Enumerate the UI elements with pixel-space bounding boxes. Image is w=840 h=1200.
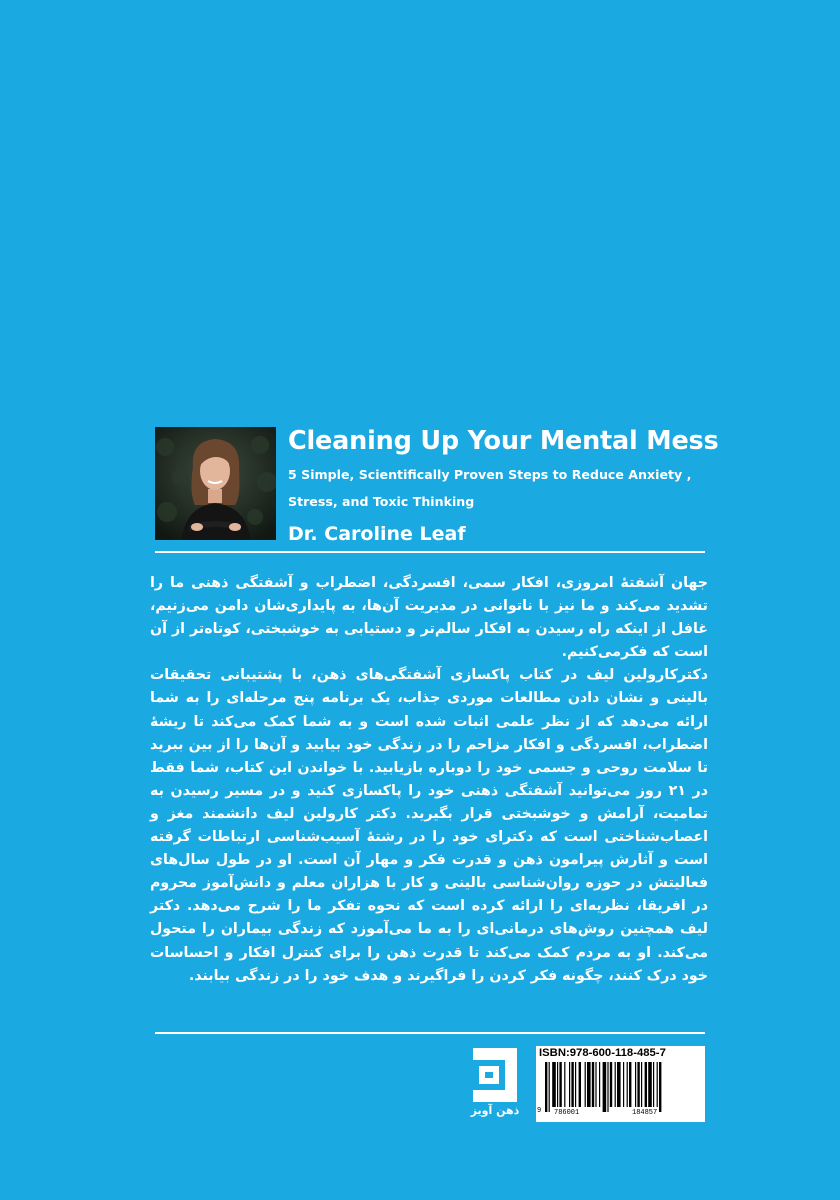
barcode-bar (627, 1062, 628, 1107)
divider-bottom (155, 1032, 705, 1034)
barcode-bar (552, 1062, 556, 1107)
barcode-bar (653, 1062, 654, 1107)
barcode-bar (592, 1062, 594, 1107)
title-block (288, 424, 738, 547)
barcode-bar (599, 1062, 600, 1107)
barcode-bar (595, 1062, 596, 1107)
publisher-name: ذهن آویز (470, 1104, 520, 1117)
barcode-bar (559, 1062, 561, 1107)
description-paragraph-1: جهان آشفتهٔ امروزی، افکار سمی، افسردگی، اضطراب و آشفتگی ذهنی ما را تشدید می‌کند و ما نیز با ناتوانی در مدیریت آن‌ها، به پایداری‌شان دامن می‌زنیم، غافل از اینکه راه رسیدن به افکار سالم‌تر و دستیابی به خوشبختی، کوتاه‌تر از آن است که فکرمی‌کنیم. (150, 575, 708, 661)
isbn-label: ISBN:978-600-118-485-7 (539, 1047, 666, 1059)
divider-top (155, 551, 705, 553)
author-name: Dr. Caroline Leaf (288, 523, 466, 545)
barcode-bar (571, 1062, 573, 1107)
barcode-bar (635, 1062, 636, 1107)
barcode-bar (557, 1062, 558, 1107)
author-photo (155, 427, 276, 540)
barcode-bar (648, 1062, 652, 1107)
barcode-bar (657, 1062, 658, 1107)
barcode-bar (615, 1062, 616, 1107)
barcode-bar (575, 1062, 576, 1107)
barcode-bar (545, 1062, 547, 1112)
subtitle-line-1: 5 Simple, Scientifically Proven Steps to Reduce Anxiety , (288, 467, 692, 482)
barcode-bar (564, 1062, 565, 1107)
book-title: Cleaning Up Your Mental Mess (288, 426, 719, 456)
barcode-bars (545, 1062, 697, 1112)
barcode-bar (607, 1062, 608, 1112)
barcode-bar (629, 1062, 631, 1107)
barcode-bar (585, 1062, 586, 1107)
barcode-bar (569, 1062, 570, 1107)
subtitle-line-2: Stress, and Toxic Thinking (288, 494, 475, 509)
barcode-bar (610, 1062, 612, 1107)
book-subtitle (288, 461, 738, 515)
barcode-bar (579, 1062, 581, 1107)
barcode-digits-right: 184857 (632, 1109, 658, 1117)
barcode-bar (659, 1062, 661, 1112)
barcode-digit-lead: 9 (537, 1107, 542, 1115)
barcode (536, 1046, 705, 1122)
barcode-bar (645, 1062, 647, 1107)
description (150, 572, 708, 988)
publisher-logo-icon (465, 1046, 525, 1104)
barcode-bar (603, 1062, 607, 1112)
description-paragraph-2: دکترکارولین لیف در کتاب پاکسازی آشفتگی‌های ذهن، با پشتیبانی تحقیقات بالینی و نشان دادن مطالعات موردی جذاب، یک برنامه پنج مرحله‌ای را به شما ارائه می‌دهد که از نظر علمی اثبات شده است و به شما کمک می‌کند تا ریشهٔ اضطراب، افسردگی و افکار مزاحم را در زندگی خود بیابید و آن‌ها را از بین ببرید تا سلامت روحی و جسمی خود را دوباره بازیابید. با خواندن این کتاب، شما فقط در ۲۱ روز می‌توانید آشفتگی ذهنی خود را پاکسازی کنید و در مسیر رسیدن به تمامیت، آرامش و خوشبختی قرار بگیرید. دکتر کارولین لیف دانشمند مغز و اعصاب‌شناختی است که دکترای خود را در رشتهٔ آسیب‌شناسی ارتباطات گرفته است و آثارش پیرامون ذهن و قدرت فکر و مهار آن است. او در طول سال‌های فعالیتش در حوزه روان‌شناسی بالینی و کار با هزاران معلم و دانش‌آموز محروم در افریقا، نظریه‌ای را ارائه کرده است که نحوه تفکر ما را شرح می‌دهد. دکتر لیف همچنین روش‌های درمانی‌ای را به ما می‌آموزد که زندگی بیماران را متحول می‌کند. او به مردم کمک می‌کند تا قدرت ذهن را برای کنترل افکار و احساسات خود درک کنند، چگونه فکر کردن را فراگیرند و هدف خود را در زندگی بیابند. (150, 667, 709, 984)
barcode-bar (617, 1062, 621, 1107)
barcode-bar (641, 1062, 642, 1107)
barcode-digits-left: 786001 (554, 1109, 580, 1117)
barcode-bar (637, 1062, 639, 1107)
publisher-logo (465, 1046, 525, 1122)
barcode-bar (587, 1062, 591, 1107)
barcode-bar (623, 1062, 624, 1107)
barcode-bar (549, 1062, 550, 1112)
author-portrait-image (155, 427, 276, 540)
